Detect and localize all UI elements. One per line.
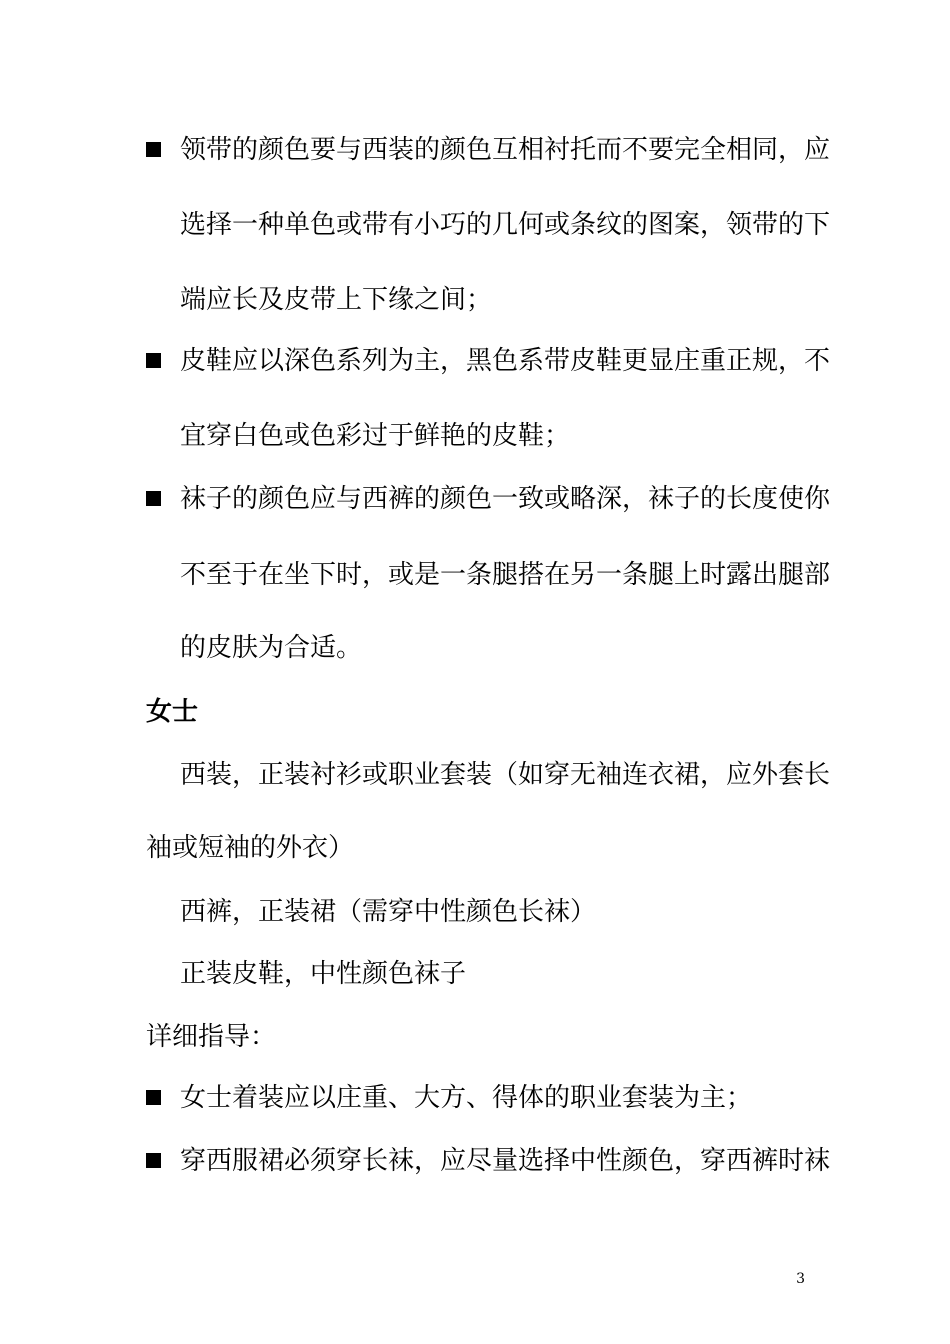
bullet-2-line-1: 皮鞋应以深色系列为主，黑色系带皮鞋更显庄重正规，不 [180, 346, 831, 376]
women-bullet-1: 女士着装应以庄重、大方、得体的职业套装为主； [180, 1083, 753, 1113]
bullet-1-line-1: 领带的颜色要与西装的颜色互相衬托而不要完全相同，应 [180, 135, 831, 165]
guide-label: 详细指导： [146, 1022, 277, 1052]
bullet-3-line-3: 的皮肤为合适。 [180, 633, 363, 663]
women-para-2: 西裤，正装裙（需穿中性颜色长袜） [180, 897, 597, 927]
bullet-1-line-2: 选择一种单色或带有小巧的几何或条纹的图案，领带的下 [180, 210, 831, 240]
women-para-1-line-2: 袖或短袖的外衣） [146, 833, 355, 863]
section-heading-women: 女士 [146, 697, 199, 727]
bullet-2-line-2: 宜穿白色或色彩过于鲜艳的皮鞋； [180, 421, 571, 451]
women-bullet-2: 穿西服裙必须穿长袜，应尽量选择中性颜色，穿西裤时袜 [180, 1146, 831, 1176]
women-para-1-line-1: 西装，正装衬衫或职业套装（如穿无袖连衣裙，应外套长 [180, 760, 831, 790]
women-para-3: 正装皮鞋，中性颜色袜子 [180, 959, 467, 989]
bullet-square-icon [146, 142, 161, 157]
bullet-square-icon [146, 491, 161, 506]
bullet-square-icon [146, 353, 161, 368]
bullet-3-line-1: 袜子的颜色应与西裤的颜色一致或略深，袜子的长度使你 [180, 484, 831, 514]
bullet-1-line-3: 端应长及皮带上下缘之间； [180, 285, 493, 315]
page-number: 3 [796, 1271, 805, 1287]
bullet-square-icon [146, 1153, 161, 1168]
bullet-3-line-2: 不至于在坐下时，或是一条腿搭在另一条腿上时露出腿部 [180, 560, 831, 590]
bullet-square-icon [146, 1090, 161, 1105]
